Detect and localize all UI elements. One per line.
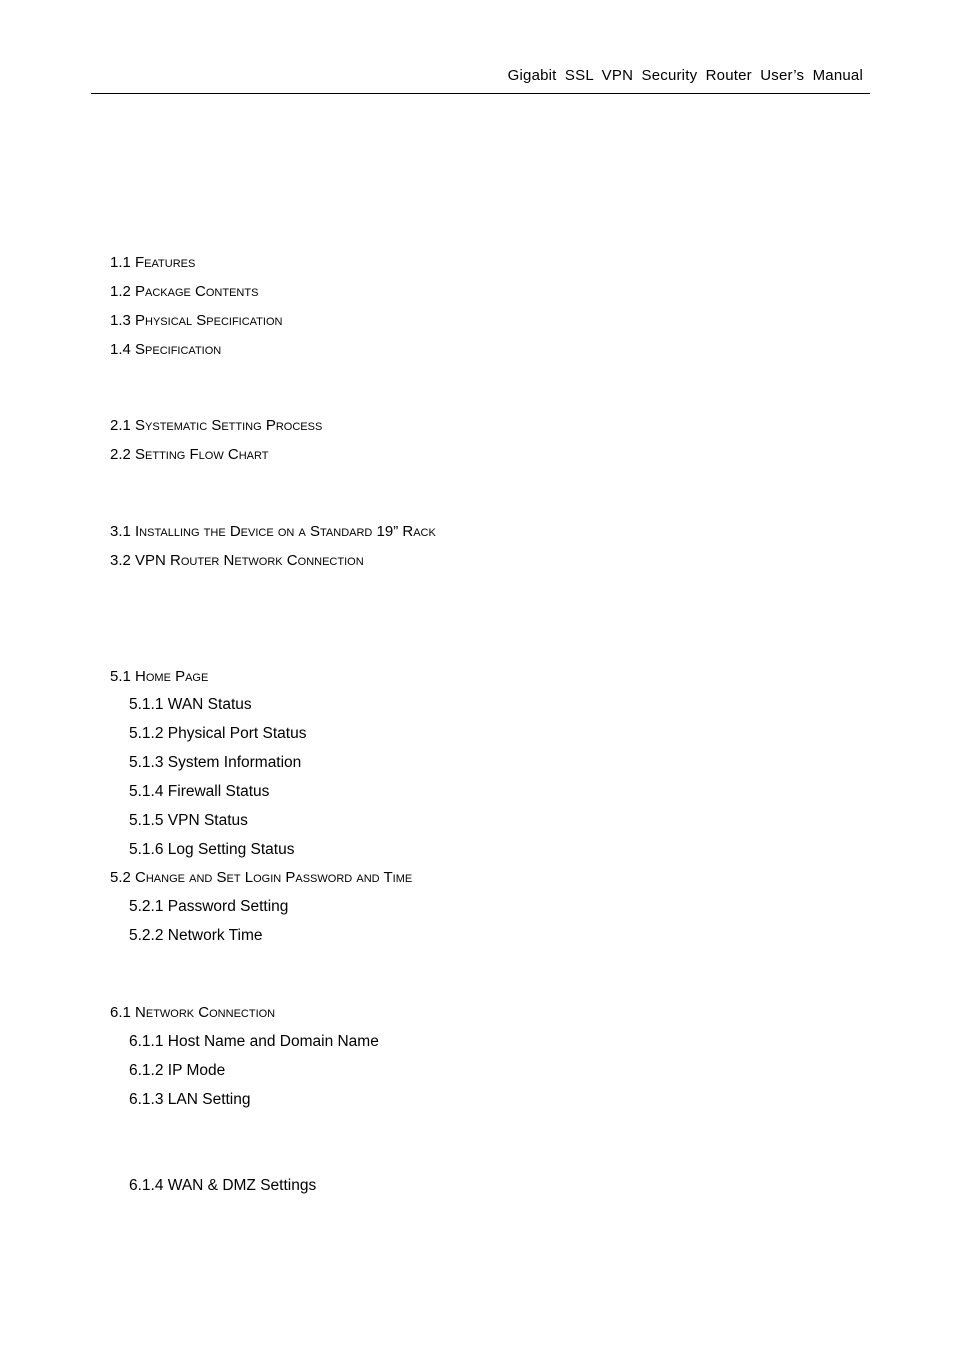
toc-entry-5-1-3[interactable]: 5.1.3 System Information xyxy=(129,754,302,771)
toc-entry-2-2[interactable]: 2.2 Setting Flow Chart xyxy=(110,446,269,463)
toc-entry-5-1-5[interactable]: 5.1.5 VPN Status xyxy=(129,812,248,829)
toc-entry-5-1-6[interactable]: 5.1.6 Log Setting Status xyxy=(129,841,295,858)
toc-entry-1-3[interactable]: 1.3 Physical Specification xyxy=(110,312,283,329)
toc-entry-6-1[interactable]: 6.1 Network Connection xyxy=(110,1004,276,1021)
toc-entry-3-1[interactable]: 3.1 Installing the Device on a Standard 19” Rack xyxy=(110,523,436,540)
toc-entry-5-2-1[interactable]: 5.2.1 Password Setting xyxy=(129,898,289,915)
page-header-title: Gigabit SSL VPN Security Router User’s Manual xyxy=(507,67,863,84)
toc-entry-1-4[interactable]: 1.4 Specification xyxy=(110,341,222,358)
toc-entry-6-1-3[interactable]: 6.1.3 LAN Setting xyxy=(129,1091,251,1108)
toc-entry-3-2[interactable]: 3.2 VPN Router Network Connection xyxy=(110,552,364,569)
toc-entry-5-1-1[interactable]: 5.1.1 WAN Status xyxy=(129,696,252,713)
toc-entry-5-1-2[interactable]: 5.1.2 Physical Port Status xyxy=(129,725,307,742)
toc-entry-1-1[interactable]: 1.1 Features xyxy=(110,254,196,271)
toc-entry-5-1-4[interactable]: 5.1.4 Firewall Status xyxy=(129,783,270,800)
toc-entry-1-2[interactable]: 1.2 Package Contents xyxy=(110,283,259,300)
toc-entry-6-1-1[interactable]: 6.1.1 Host Name and Domain Name xyxy=(129,1033,379,1050)
toc-entry-6-1-2[interactable]: 6.1.2 IP Mode xyxy=(129,1062,226,1079)
toc-entry-5-1[interactable]: 5.1 Home Page xyxy=(110,668,209,685)
toc-entry-2-1[interactable]: 2.1 Systematic Setting Process xyxy=(110,417,323,434)
toc-entry-5-2-2[interactable]: 5.2.2 Network Time xyxy=(129,927,263,944)
toc-entry-5-2[interactable]: 5.2 Change and Set Login Password and Time xyxy=(110,869,413,886)
toc-entry-6-1-4[interactable]: 6.1.4 WAN & DMZ Settings xyxy=(129,1177,317,1194)
